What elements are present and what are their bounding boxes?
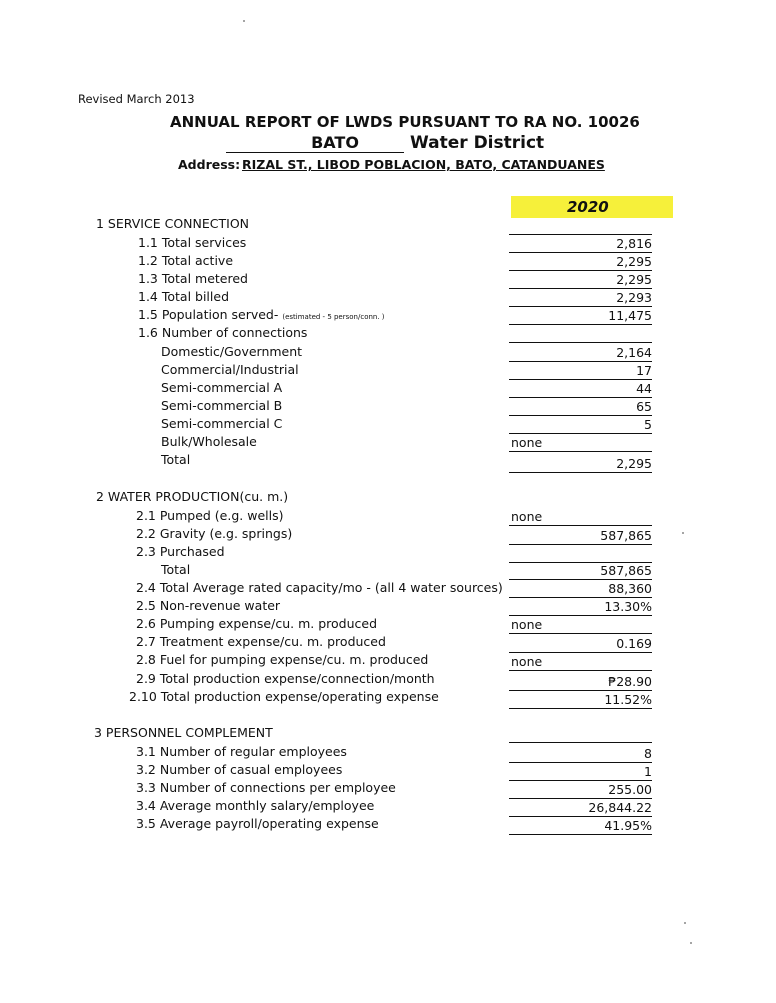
connection-label: Total [161, 452, 191, 467]
value: 255.00 [608, 782, 652, 797]
value: none [511, 654, 543, 669]
value: 2,164 [616, 345, 652, 360]
scan-speck [684, 922, 686, 924]
section-water-production-title: 2 WATER PRODUCTION(cu. m.) [96, 489, 289, 504]
value: none [511, 435, 543, 450]
value-cell [509, 253, 652, 271]
value-cell [509, 598, 652, 616]
row-label: 3.2 Number of casual employees [136, 762, 343, 777]
value: 17 [636, 363, 652, 378]
section-service-connection-title: 1 SERVICE CONNECTION [96, 216, 250, 231]
value-rule [509, 342, 652, 343]
value: 44 [636, 381, 652, 396]
value-cell [509, 653, 652, 671]
row-label: 1.1 Total services [138, 235, 247, 250]
value: 88,360 [608, 581, 652, 596]
value: 41.95% [604, 818, 652, 833]
scan-speck [243, 20, 245, 22]
report-title: ANNUAL REPORT OF LWDS PURSUANT TO RA NO. 10026 [170, 113, 640, 131]
value-cell [509, 562, 652, 580]
connection-label: Semi-commercial C [161, 416, 283, 431]
value-cell [509, 362, 652, 380]
value: 587,865 [600, 563, 652, 578]
value: 2,295 [616, 456, 652, 471]
connection-label: Semi-commercial B [161, 398, 283, 413]
value-cell [509, 781, 652, 799]
value: 2,293 [616, 290, 652, 305]
value: 11.52% [604, 692, 652, 707]
row-label: 1.6 Number of connections [138, 325, 308, 340]
value-cell [509, 455, 652, 473]
row-label: 2.1 Pumped (e.g. wells) [136, 508, 284, 523]
value-cell [509, 344, 652, 362]
value-cell [509, 817, 652, 835]
row-label: 2.10 Total production expense/operating expense [129, 689, 439, 704]
value-cell [509, 527, 652, 545]
year-header [511, 196, 673, 218]
value-cell [509, 763, 652, 781]
value-cell [509, 380, 652, 398]
district-name-text: BATO [311, 133, 359, 152]
connection-label: Domestic/Government [161, 344, 303, 359]
value: 2,295 [616, 254, 652, 269]
value-cell [509, 271, 652, 289]
value-cell [509, 673, 652, 691]
row-label: 2.9 Total production expense/connection/month [136, 671, 435, 686]
row-label: 3.3 Number of connections per employee [136, 780, 396, 795]
value: 11,475 [608, 308, 652, 323]
row-label: 2.2 Gravity (e.g. springs) [136, 526, 293, 541]
connection-label: Semi-commercial A [161, 380, 283, 395]
row-label: 3.5 Average payroll/operating expense [136, 816, 379, 831]
value-cell [509, 434, 652, 452]
row-label: 1.4 Total billed [138, 289, 229, 304]
value-cell [509, 580, 652, 598]
row-label: 3.4 Average monthly salary/employee [136, 798, 375, 813]
value-cell [509, 691, 652, 709]
scan-speck [682, 532, 684, 534]
connection-label: Commercial/Industrial [161, 362, 299, 377]
row-label: 2.6 Pumping expense/cu. m. produced [136, 616, 378, 631]
district-suffix: Water District [410, 133, 545, 153]
value-rule [509, 742, 652, 743]
row-label: 2.8 Fuel for pumping expense/cu. m. produced [136, 652, 429, 667]
row-label: Total [161, 562, 191, 577]
row-label: 3.1 Number of regular employees [136, 744, 347, 759]
value-cell [509, 289, 652, 307]
value: none [511, 509, 543, 524]
population-label: 1.5 Population served- [138, 307, 279, 322]
row-label: 2.3 Purchased [136, 544, 225, 559]
row-label-population [138, 307, 385, 322]
value: 26,844.22 [588, 800, 652, 815]
value-cell [509, 745, 652, 763]
row-label: 2.5 Non-revenue water [136, 598, 281, 613]
value: 8 [644, 746, 652, 761]
district-name [226, 134, 404, 153]
value-cell [509, 307, 652, 325]
address-label: Address: [178, 157, 241, 172]
connection-label: Bulk/Wholesale [161, 434, 257, 449]
value: 13.30% [604, 599, 652, 614]
row-label: 2.4 Total Average rated capacity/mo - (all 4 water sources) [136, 580, 503, 595]
value-cell [509, 235, 652, 253]
revision-note: Revised March 2013 [78, 92, 195, 106]
value: 2,816 [616, 236, 652, 251]
value: 65 [636, 399, 652, 414]
value-cell [509, 635, 652, 653]
value-cell [509, 616, 652, 634]
row-label: 2.7 Treatment expense/cu. m. produced [136, 634, 386, 649]
row-label: 1.2 Total active [138, 253, 234, 268]
value: ₱28.90 [608, 674, 652, 689]
value: 5 [644, 417, 652, 432]
row-label: 1.3 Total metered [138, 271, 248, 286]
address-value: RIZAL ST., LIBOD POBLACION, BATO, CATANDUANES [242, 157, 605, 172]
value-cell [509, 508, 652, 526]
scan-speck [690, 942, 692, 944]
value: 1 [644, 764, 652, 779]
value: 2,295 [616, 272, 652, 287]
value: none [511, 617, 543, 632]
year-label: 2020 [567, 198, 609, 216]
value-cell [509, 416, 652, 434]
section-personnel-title: 3 PERSONNEL COMPLEMENT [94, 725, 273, 740]
population-note: (estimated - 5 person/conn. ) [282, 313, 385, 321]
value: 0.169 [616, 636, 652, 651]
value-cell [509, 799, 652, 817]
value-cell [509, 398, 652, 416]
value: 587,865 [600, 528, 652, 543]
